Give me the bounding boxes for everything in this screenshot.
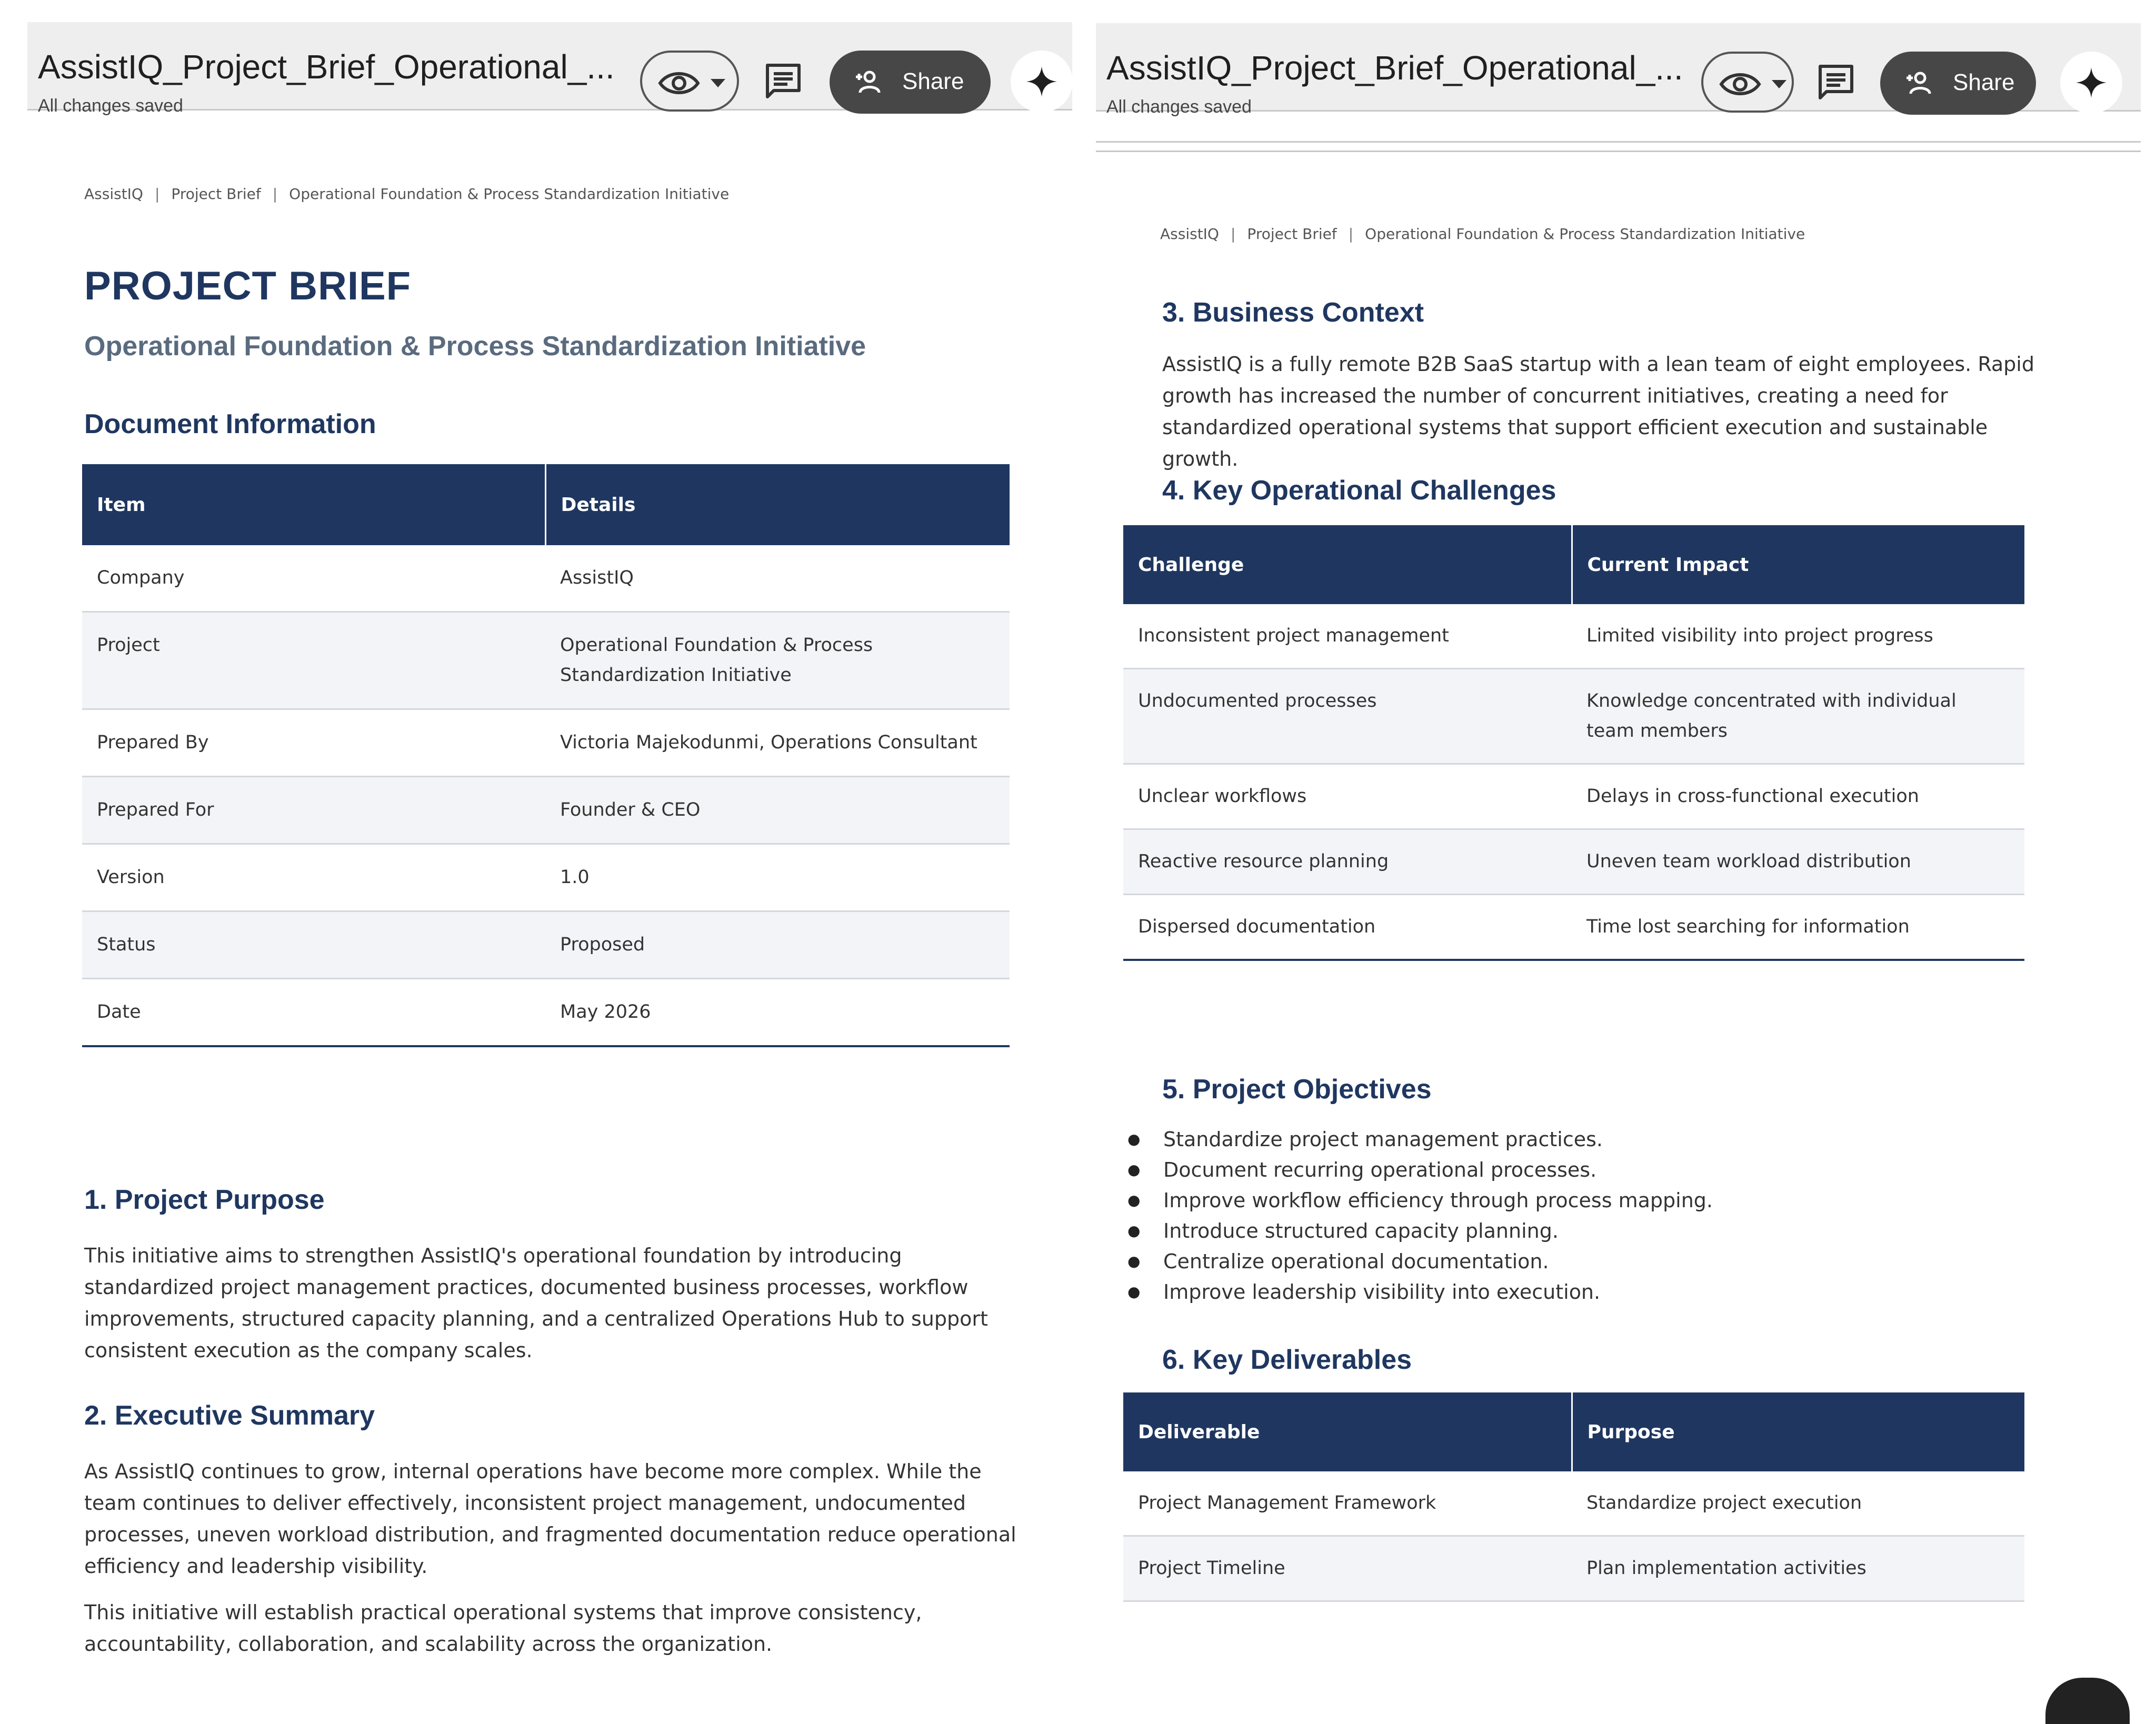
comment-icon [1815,61,1857,103]
table-row [82,545,1010,612]
share-button[interactable] [1880,52,2036,115]
doc-title[interactable]: AssistIQ_Project_Brief_Operational_... [38,48,615,86]
doc-info-table [82,464,1010,1047]
section-2-paragraph-2: This initiative will establish practical operational systems that improve consistency, accountability, collaboration, and scalability across the organization. [84,1601,922,1656]
cell-deliverable: Project Management Framework [1123,1471,1572,1536]
cell-challenge: Dispersed documentation [1123,895,1572,960]
doc-title[interactable]: AssistIQ_Project_Brief_Operational_... [1106,49,1683,87]
list-item: ● Document recurring operational processes. [1163,1155,1713,1185]
section-4-heading: 4. Key Operational Challenges [1162,475,1556,506]
cell-details: 1.0 [545,844,1010,911]
table-row [1123,604,2024,669]
breadcrumb-doc-type: Project Brief [171,185,261,203]
cell-impact: Delays in cross-functional execution [1572,764,2024,829]
cell-purpose: Plan implementation activities [1572,1536,2024,1601]
doc-header [27,22,1072,116]
share-label: Share [1953,69,2015,95]
table-row [82,709,1010,777]
list-item: ● Introduce structured capacity planning. [1163,1216,1713,1246]
table-row [82,979,1010,1047]
col-header-challenge: Challenge [1123,525,1572,604]
page-divider [1096,151,2141,152]
save-status: All changes saved [38,96,183,116]
doc-header [1096,23,2141,117]
col-header-purpose: Purpose [1572,1392,2024,1471]
list-item: ● Standardize project management practices. [1163,1124,1713,1155]
cell-purpose: Standardize project execution [1572,1471,2024,1536]
section-6-heading: 6. Key Deliverables [1162,1345,1412,1375]
sparkle-icon [2076,67,2107,98]
table-row [82,612,1010,709]
breadcrumb-company: AssistIQ [1160,225,1219,243]
section-3-heading: 3. Business Context [1162,297,1424,328]
cell-challenge: Unclear workflows [1123,764,1572,829]
col-header-impact: Current Impact [1572,525,2024,604]
cell-impact: Uneven team workload distribution [1572,829,2024,895]
table-row [1123,764,2024,829]
gemini-button[interactable] [1011,51,1073,113]
table-row [82,844,1010,911]
table-row [82,777,1010,844]
person-add-icon [854,69,887,95]
person-add-icon [1904,71,1938,96]
cell-item: Company [82,545,545,612]
page-divider [1096,141,2141,143]
table-row [1123,829,2024,895]
cell-item: Status [82,911,545,979]
objectives-list [1163,1124,1713,1307]
breadcrumb-doc-type: Project Brief [1247,225,1337,243]
chevron-down-icon [711,79,725,87]
section-1-heading: 1. Project Purpose [84,1185,325,1215]
cell-challenge: Inconsistent project management [1123,604,1572,669]
cell-item: Date [82,979,545,1047]
cell-details: May 2026 [545,979,1010,1047]
comment-icon [762,60,804,102]
cell-item: Version [82,844,545,911]
section-2-paragraph-1: As AssistIQ continues to grow, internal operations have become more complex. While the team continues to deliver effectively, inconsistent project management, undocumented processes, uneven workload distribution, and fragmented documentation reduce operational efficiency and leadership visibility. [84,1460,1016,1578]
cell-challenge: Undocumented processes [1123,669,1572,764]
cell-impact: Knowledge concentrated with individual team members [1572,669,2024,764]
doc-info-heading: Document Information [84,409,376,439]
cell-challenge: Reactive resource planning [1123,829,1572,895]
table-row [82,911,1010,979]
cell-impact: Time lost searching for information [1572,895,2024,960]
breadcrumb-initiative: Operational Foundation & Process Standardization Initiative [289,185,730,203]
chevron-down-icon [1772,80,1786,88]
table-row [1123,1471,2024,1536]
comments-button[interactable] [1815,61,1857,103]
cell-item: Prepared For [82,777,545,844]
eye-icon [658,68,726,98]
list-item: ● Improve leadership visibility into execution. [1163,1277,1713,1307]
list-item: ● Improve workflow efficiency through process mapping. [1163,1185,1713,1216]
page-title: PROJECT BRIEF [84,264,412,308]
share-button[interactable] [830,51,991,114]
share-label: Share [902,68,964,94]
table-row [1123,669,2024,764]
deliverables-table [1123,1392,2024,1602]
view-mode-button[interactable] [640,51,739,112]
view-mode-button[interactable] [1701,52,1794,113]
breadcrumb: AssistIQ | Project Brief | Operational Foundation & Process Standardization Initiative [84,185,730,203]
gemini-button[interactable] [2060,52,2122,114]
list-item: ● Centralize operational documentation. [1163,1246,1713,1277]
section-5-heading: 5. Project Objectives [1162,1074,1432,1105]
eye-icon [1719,69,1788,99]
cell-details: Operational Foundation & Process Standardization Initiative [545,612,1010,709]
cell-details: Founder & CEO [545,777,1010,844]
left-document-pane [27,0,1072,1724]
cell-details: AssistIQ [545,545,1010,612]
cell-item: Prepared By [82,709,545,777]
cell-impact: Limited visibility into project progress [1572,604,2024,669]
col-header-deliverable: Deliverable [1123,1392,1572,1471]
breadcrumb-company: AssistIQ [84,185,143,203]
sparkle-icon [1026,66,1057,97]
section-2-heading: 2. Executive Summary [84,1400,375,1431]
cell-item: Project [82,612,545,709]
section-1-text: This initiative aims to strengthen AssistIQ's operational foundation by introducing standardized project management practices, documented business processes, workflow improvements, structured capacity planning, and a centralized Operations Hub to support consistent execution as the company scales. [84,1244,988,1362]
table-row [1123,1536,2024,1601]
page-subtitle: Operational Foundation & Process Standardization Initiative [84,331,866,362]
col-header-item: Item [82,464,545,545]
col-header-details: Details [545,464,1010,545]
cell-deliverable: Project Timeline [1123,1536,1572,1601]
breadcrumb: AssistIQ | Project Brief | Operational Foundation & Process Standardization Initiative [1160,225,1805,243]
cell-details: Victoria Majekodunmi, Operations Consultant [545,709,1010,777]
challenges-table [1123,525,2024,961]
save-status: All changes saved [1106,97,1252,117]
section-3-text: AssistIQ is a fully remote B2B SaaS startup with a lean team of eight employees. Rapid growth has increased the number of concurrent initiatives, creating a need for standardized operational systems that support efficient execution and sustainable growth. [1162,353,2034,470]
comments-button[interactable] [762,60,804,102]
table-row [1123,895,2024,960]
breadcrumb-initiative: Operational Foundation & Process Standardization Initiative [1365,225,1805,243]
cell-details: Proposed [545,911,1010,979]
